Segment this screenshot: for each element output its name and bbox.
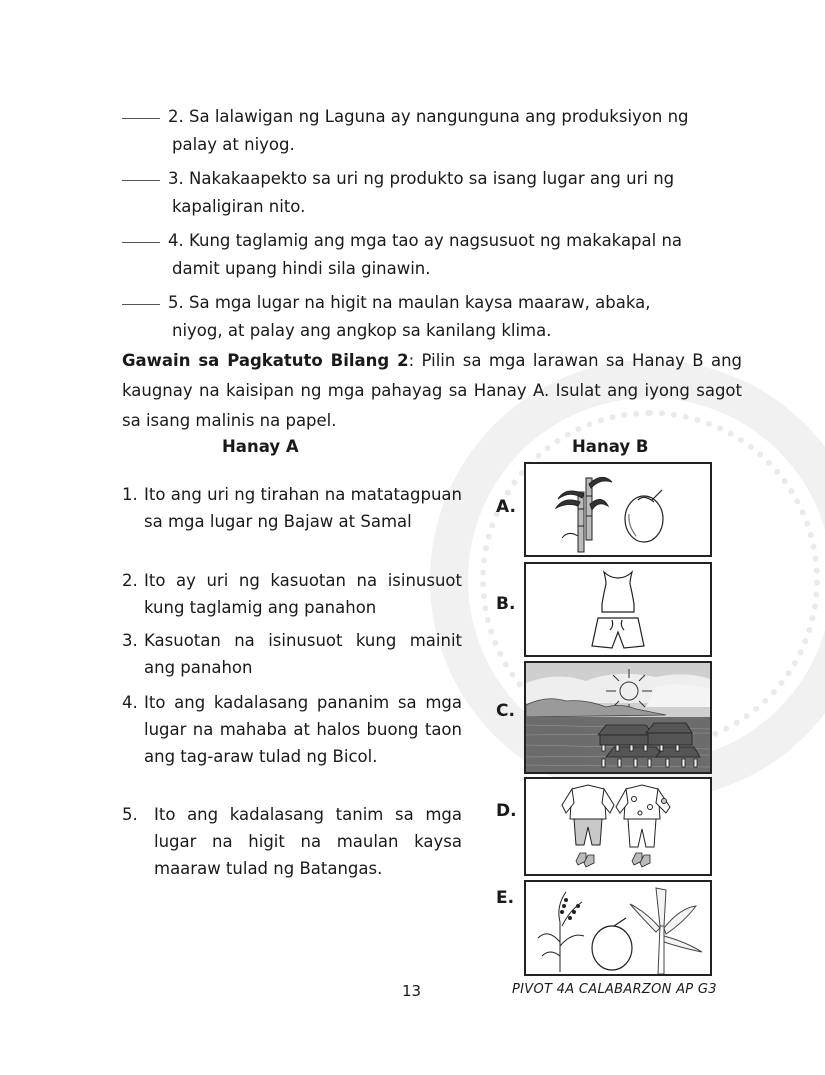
activity-title: Gawain sa Pagkatuto Bilang 2 — [122, 351, 409, 370]
coconut-icon — [625, 490, 663, 542]
question-5: 5. Sa mga lugar na higit na maulan kaysa maaraw, abaka, niyog, at palay ang angkop sa kanilang klima. — [122, 289, 742, 345]
hanay-a-item-3: 3. Kasuotan na isinusuot kung mainit ang panahon — [122, 631, 462, 677]
answer-blank[interactable] — [122, 118, 160, 119]
tank-top-icon — [602, 572, 634, 612]
hanay-b-image-d — [524, 777, 712, 876]
hanay-a-item-2: 2. Ito ay uri ng kasuotan na isinusuot kung taglamig ang panahon — [122, 571, 462, 617]
hanay-b-image-e — [524, 880, 712, 976]
sugarcane-icon — [556, 477, 612, 552]
hanay-b-label-b: B. — [496, 594, 516, 614]
socks-icon — [576, 853, 650, 867]
hanay-b-label-e: E. — [496, 888, 515, 908]
hanay-b-label-d: D. — [496, 801, 517, 821]
hanay-b-label-a: A. — [496, 497, 516, 517]
hanay-a-item-4: 4. Ito ang kadalasang pananim sa mga lugar na mahaba at halos buong taon ang tag-araw tulad ng Bicol. — [122, 693, 462, 766]
page-number: 13 — [402, 982, 422, 1000]
question-3: 3. Nakakaapekto sa uri ng produkto sa isang lugar ang uri ng kapaligiran nito. — [122, 165, 742, 221]
hanay-b-header: Hanay B — [572, 437, 649, 456]
banana-tree-icon — [630, 888, 702, 974]
hanay-b-image-c — [524, 661, 712, 774]
hanay-b-label-c: C. — [496, 701, 515, 721]
hanay-b-image-a — [524, 462, 712, 557]
hanay-a-item-5: 5. Ito ang kadalasang tanim sa mga lugar na higit na maulan kaysa maaraw tulad ng Batangas. — [122, 805, 462, 878]
shorts-icon — [592, 618, 644, 648]
question-4: 4. Kung taglamig ang mga tao ay nagsusuot ng makakapal na damit upang hindi sila ginawin. — [122, 227, 742, 283]
answer-blank[interactable] — [122, 304, 160, 305]
hanay-a-header: Hanay A — [222, 437, 299, 456]
pajamas-plain-icon — [562, 785, 614, 845]
pajamas-patterned-icon — [616, 785, 670, 847]
coconut-icon — [592, 918, 632, 970]
answer-blank[interactable] — [122, 242, 160, 243]
answer-blank[interactable] — [122, 180, 160, 181]
hanay-b-image-b — [524, 562, 712, 657]
activity-instructions: Gawain sa Pagkatuto Bilang 2: Pilin sa mga larawan sa Hanay B ang kaugnay na kaisipan ng mga pahayag sa Hanay A. Isulat ang iyong sagot sa isang malinis na papel. — [122, 351, 742, 430]
rice-plant-icon — [538, 892, 584, 972]
question-2: 2. Sa lalawigan ng Laguna ay nangunguna ang produksiyon ng palay at niyog. — [122, 103, 742, 159]
footer-title: PIVOT 4A CALABARZON AP G3 — [512, 982, 717, 997]
hanay-a-item-1: 1. Ito ang uri ng tirahan na matatagpuan sa mga lugar ng Bajaw at Samal — [122, 485, 462, 531]
